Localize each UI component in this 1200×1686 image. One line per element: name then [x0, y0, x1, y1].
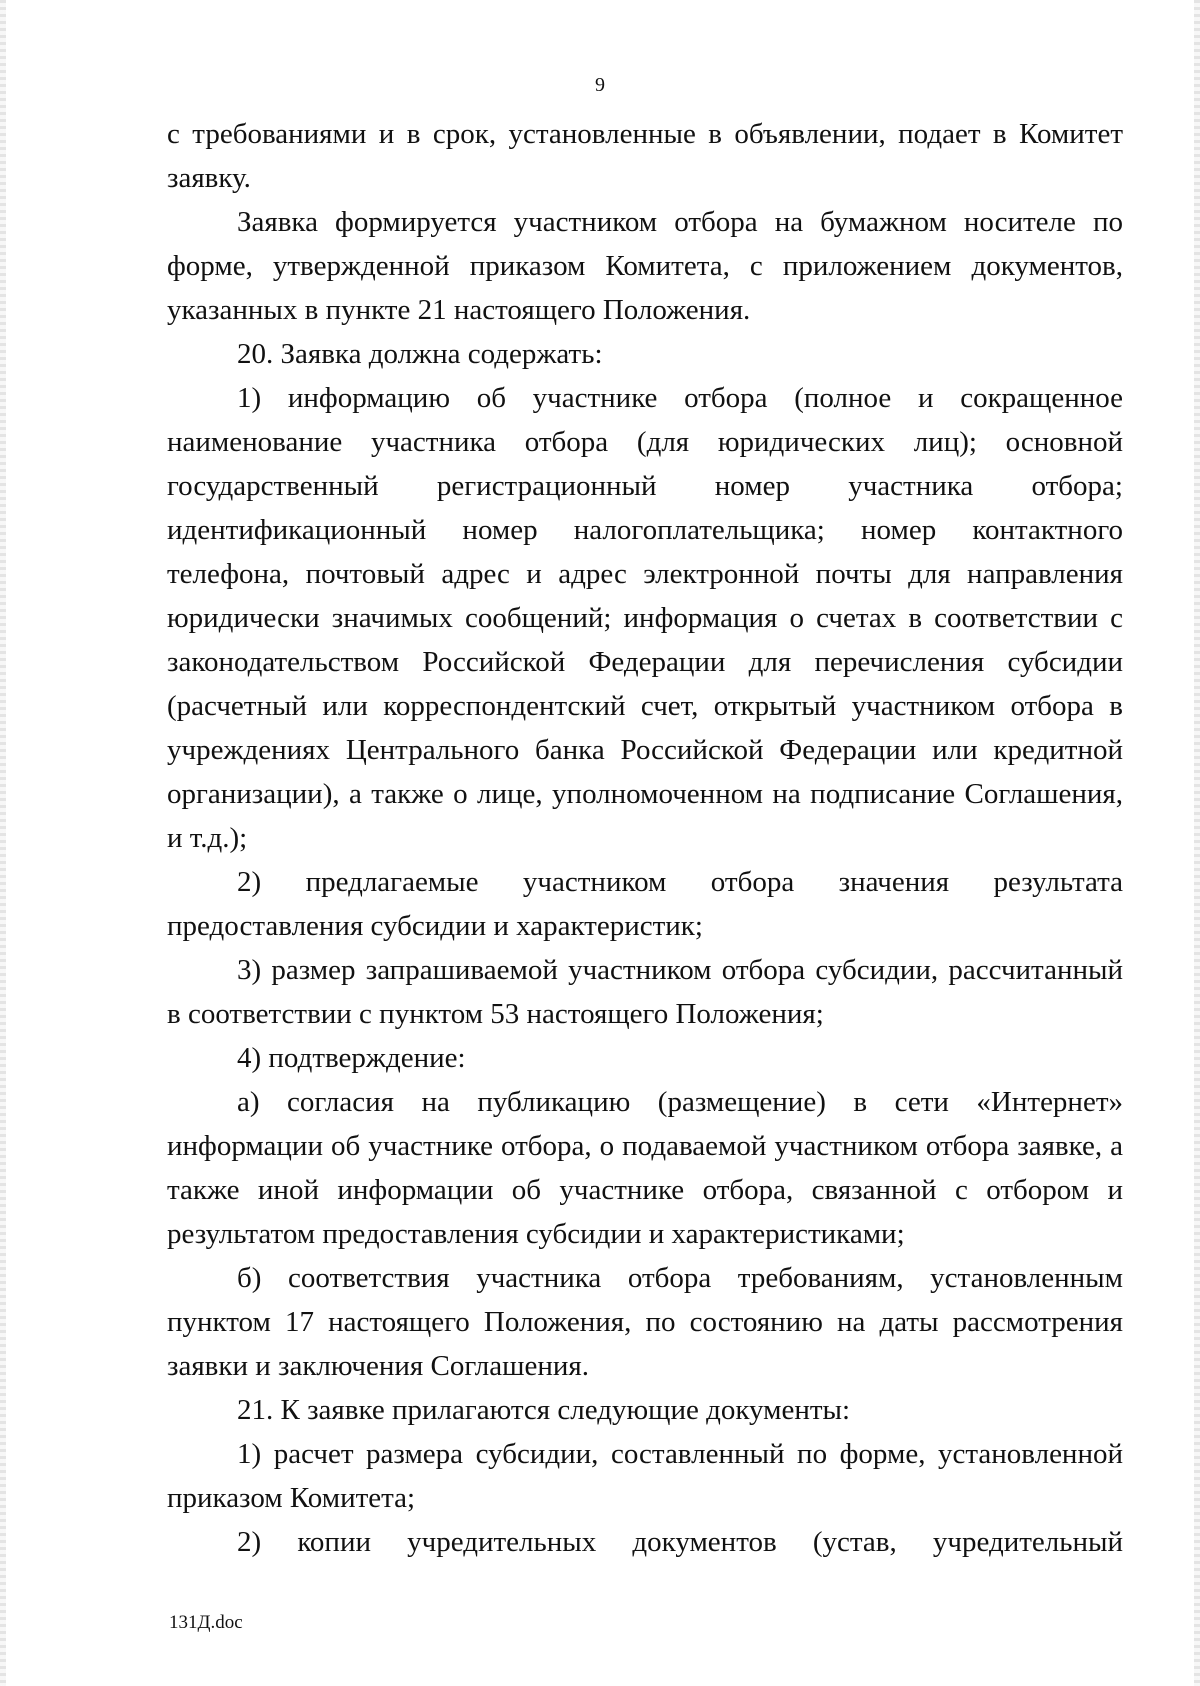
paragraph-item-20-4: 4) подтверждение:: [237, 1042, 466, 1074]
footer-filename: 131Д.doc: [169, 1612, 243, 1633]
scan-edge-right: [1194, 0, 1200, 1686]
paragraph-item-20-3: 3) размер запрашиваемой участником отбора субсидии, рассчитанный в соответствии с пунктом 53 настоящего Положения;: [167, 954, 1123, 1030]
page-number: 9: [595, 74, 605, 96]
paragraph-item-21: 21. К заявке прилагаются следующие документы:: [237, 1394, 851, 1426]
paragraph-item-20-1: 1) информацию об участнике отбора (полное и сокращенное наименование участника отбора (для юридических лиц); основной государственный регистрационный номер участника отбора; идентификационный номер налогоплательщика; номер контактного телефона, почтовый адрес и адрес электронной почты для направления юридически значимых сообщений; информация о счетах в соответствии с законодательством Российской Федерации для перечисления субсидии (расчетный или корреспондентский счет, открытый участником отбора в учреждениях Центрального банка Российской Федерации или кредитной организации), а также о лице, уполномоченном на подписание Соглашения, и т.д.);: [167, 382, 1123, 854]
paragraph-item-21-1: 1) расчет размера субсидии, составленный по форме, установленной приказом Комитета;: [167, 1438, 1123, 1514]
paragraph-item-20: 20. Заявка должна содержать:: [237, 338, 603, 370]
paragraph-item-20-4a: а) согласия на публикацию (размещение) в сети «Интернет» информации об участнике отбора, о подаваемой участником отбора заявке, а также иной информации об участнике отбора, связанной с отбором и результатом предоставления субсидии и характеристиками;: [167, 1086, 1123, 1250]
paragraph-continuation: с требованиями и в срок, установленные в объявлении, подает в Комитет заявку.: [167, 118, 1123, 194]
document-body: [167, 112, 1123, 1564]
paragraph-item-20-4b: б) соответствия участника отбора требованиям, установленным пунктом 17 настоящего Положения, по состоянию на даты рассмотрения заявки и заключения Соглашения.: [167, 1262, 1123, 1382]
scan-edge-left: [0, 0, 6, 1686]
paragraph-item-20-2: 2) предлагаемые участником отбора значения результата предоставления субсидии и характеристик;: [167, 866, 1123, 942]
paragraph-application-form: Заявка формируется участником отбора на бумажном носителе по форме, утвержденной приказом Комитета, с приложением документов, указанных в пункте 21 настоящего Положения.: [167, 206, 1123, 326]
paragraph-item-21-2: 2) копии учредительных документов (устав, учредительный: [237, 1526, 1123, 1558]
